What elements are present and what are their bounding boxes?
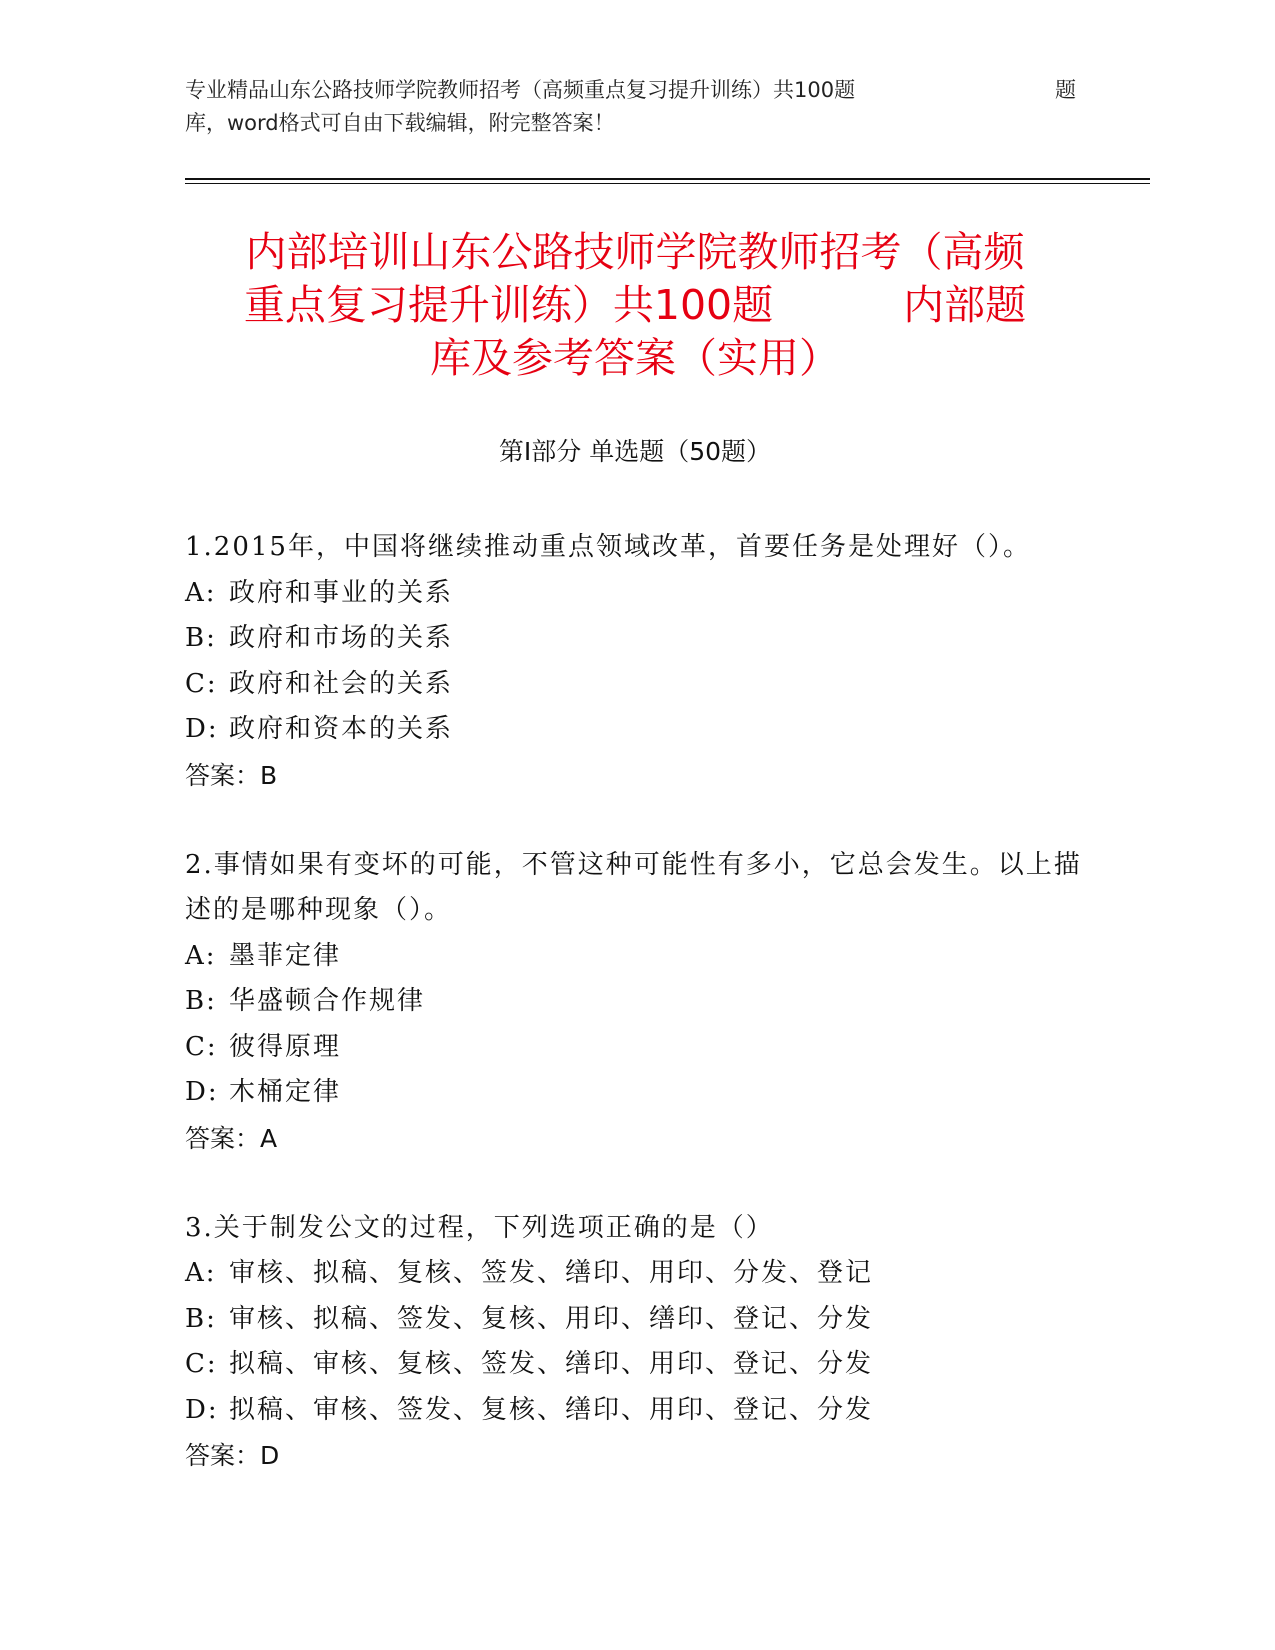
option-a <box>185 1251 1085 1297</box>
option-letter: B: <box>185 1303 217 1334</box>
option-text: 审核、拟稿、复核、签发、缮印、用印、分发、登记 <box>229 1258 874 1288</box>
option-b <box>185 1297 1085 1343</box>
option-letter: C: <box>185 1031 218 1062</box>
answer-line: 答案：A <box>185 1123 278 1153</box>
question-item <box>185 1206 1085 1479</box>
option-text: 拟稿、审核、复核、签发、缮印、用印、登记、分发 <box>229 1349 874 1379</box>
option-text: 木桶定律 <box>229 1077 342 1107</box>
option-a <box>185 571 1085 617</box>
question-stem: 2.事情如果有变坏的可能，不管这种可能性有多小，它总会发生。以上描述的是哪种现象（）。 <box>185 849 1082 925</box>
option-c <box>185 1025 1085 1071</box>
option-c <box>185 1342 1085 1388</box>
option-b <box>185 616 1085 662</box>
option-text: 政府和市场的关系 <box>229 623 454 653</box>
header-text-1: 专业精品山东公路技师学院教师招考（高频重点复习提升训练）共100题 <box>185 78 856 102</box>
option-letter: A: <box>185 577 217 608</box>
option-letter: D: <box>185 1394 219 1425</box>
answer-line: 答案：D <box>185 1441 280 1470</box>
option-d <box>185 1070 1085 1116</box>
option-letter: D: <box>185 1077 219 1107</box>
option-text: 拟稿、审核、签发、复核、缮印、用印、登记、分发 <box>229 1394 874 1425</box>
option-letter: A: <box>185 940 217 971</box>
page-header <box>185 74 1085 140</box>
option-d <box>185 707 1085 753</box>
question-item <box>185 843 1085 1161</box>
option-letter: B: <box>185 623 217 653</box>
header-line-2: 库，word格式可自由下载编辑，附完整答案！ <box>185 111 615 135</box>
option-letter: D: <box>185 714 219 744</box>
option-letter: C: <box>185 1349 218 1379</box>
option-text: 华盛顿合作规律 <box>229 986 426 1016</box>
title-line-3: 库及参考答案（实用） <box>430 334 840 382</box>
option-a <box>185 934 1085 980</box>
answer-line: 答案：B <box>185 760 278 790</box>
question-list <box>185 525 1085 1523</box>
title-line-2 <box>185 279 1085 332</box>
header-rule-thin <box>185 183 1150 184</box>
option-d <box>185 1388 1085 1434</box>
option-letter: A: <box>185 1258 217 1288</box>
title-line-2-left: 重点复习提升训练）共100题 <box>243 281 774 329</box>
header-line-1 <box>185 74 1085 107</box>
question-item <box>185 525 1085 798</box>
header-rule-thick <box>185 178 1150 180</box>
header-text-1-tail: 题 <box>1055 78 1076 102</box>
document-title <box>185 226 1085 385</box>
question-stem: 1.2015年，中国将继续推动重点领域改革，首要任务是处理好（）。 <box>185 532 1031 562</box>
question-stem: 3.关于制发公文的过程，下列选项正确的是（） <box>185 1212 774 1243</box>
option-letter: B: <box>185 986 217 1016</box>
section-heading: 第Ⅰ部分 单选题（50题） <box>498 437 772 466</box>
title-line-1: 内部培训山东公路技师学院教师招考（高频 <box>245 228 1025 276</box>
option-text: 审核、拟稿、签发、复核、用印、缮印、登记、分发 <box>229 1303 874 1334</box>
option-text: 政府和资本的关系 <box>229 714 454 744</box>
option-letter: C: <box>185 668 218 699</box>
option-b <box>185 979 1085 1025</box>
option-c <box>185 662 1085 708</box>
option-text: 彼得原理 <box>229 1031 342 1062</box>
option-text: 政府和事业的关系 <box>229 577 454 608</box>
option-text: 政府和社会的关系 <box>229 668 454 699</box>
title-line-2-right: 内部题 <box>903 281 1027 329</box>
option-text: 墨菲定律 <box>229 940 342 971</box>
